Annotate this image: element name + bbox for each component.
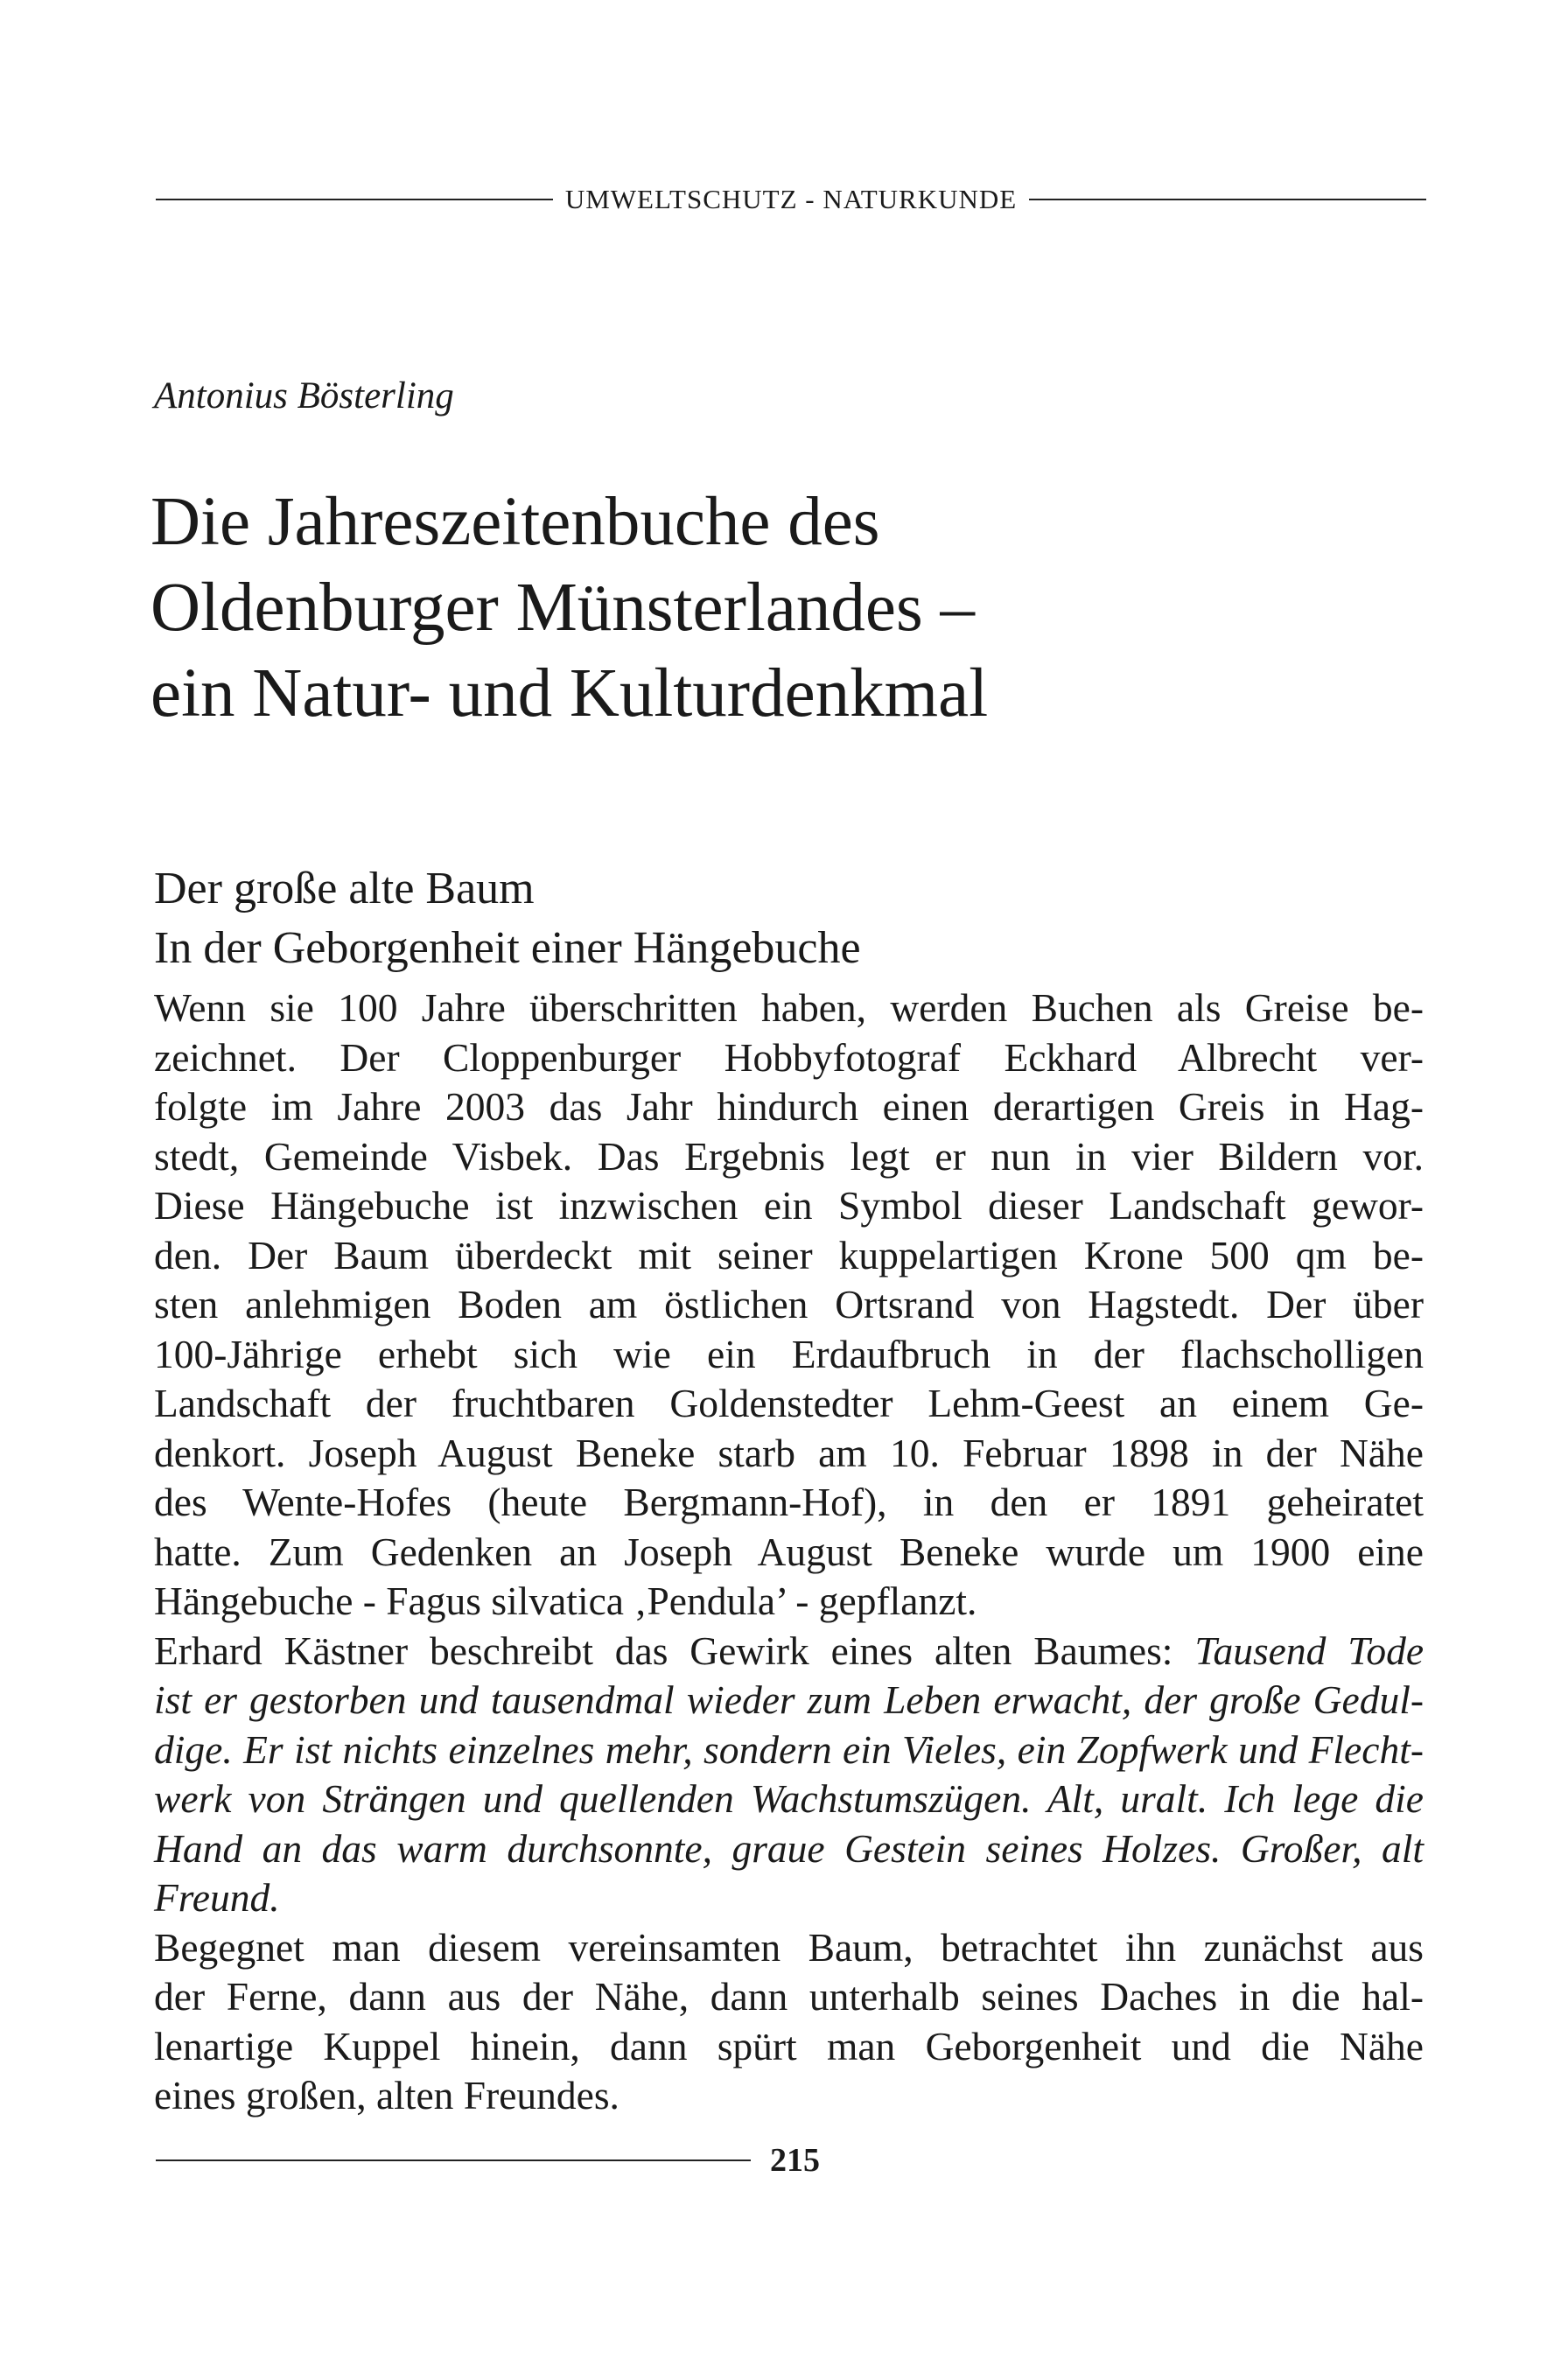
- quote-line: dige. Er ist nichts einzelnes mehr, sondern ein Vieles, ein Zopfwerk und Flecht-: [154, 1726, 1424, 1772]
- footer-rule: [156, 2160, 751, 2161]
- body-line: lenartige Kuppel hinein, dann spürt man Geborgenheit und die Nähe: [154, 2023, 1424, 2068]
- body-line: sten anlehmigen Boden am östlichen Ortsrand von Hagstedt. Der über: [154, 1282, 1424, 1326]
- running-header: [156, 180, 1426, 219]
- body-line: der Ferne, dann aus der Nähe, dann unterhalb seines Daches in die hal-: [154, 1974, 1424, 2019]
- quote-line: Freund.: [154, 1875, 280, 1920]
- page-number: 215: [770, 2142, 820, 2179]
- header-rule-right: [1029, 199, 1426, 200]
- subheading: In der Geborgenheit einer Hängebuche: [154, 923, 861, 973]
- subheading: Der große alte Baum: [154, 864, 535, 914]
- title-line: Oldenburger Münsterlandes –: [150, 570, 975, 646]
- body-line: denkort. Joseph August Beneke starb am 10. Februar 1898 in der Nähe: [154, 1430, 1424, 1475]
- body-line: den. Der Baum überdeckt mit seiner kuppelartigen Krone 500 qm be-: [154, 1232, 1424, 1278]
- title-line: ein Natur- und Kulturdenkmal: [150, 655, 989, 732]
- running-title: UMWELTSCHUTZ - NATURKUNDE: [564, 184, 1018, 214]
- author-name: Antonius Bösterling: [154, 375, 454, 416]
- article-title: [150, 480, 1446, 737]
- quote-first-fragment: Tausend Tode: [1194, 1628, 1424, 1673]
- header-rule-left: [156, 199, 553, 200]
- body-line: stedt, Gemeinde Visbek. Das Ergebnis legt er nun in vier Bildern vor.: [154, 1133, 1424, 1179]
- body-line: zeichnet. Der Cloppenburger Hobbyfotograf Eckhard Albrecht ver-: [154, 1034, 1424, 1080]
- body-line: hatte. Zum Gedenken an Joseph August Beneke wurde um 1900 eine: [154, 1529, 1424, 1574]
- quote-intro: Erhard Kästner beschreibt das Gewirk eines alten Baumes:: [154, 1628, 1173, 1673]
- body-line: Begegnet man diesem vereinsamten Baum, betrachtet ihn zunächst aus: [154, 1924, 1424, 1970]
- page-footer: [156, 2138, 1426, 2182]
- quote-line: ist er gestorben und tausendmal wieder zum Leben erwacht, der große Gedul-: [154, 1677, 1424, 1722]
- title-line: Die Jahreszeitenbuche des: [150, 484, 880, 560]
- body-line: Wenn sie 100 Jahre überschritten haben, werden Buchen als Greise be-: [154, 985, 1424, 1030]
- article-body: [154, 984, 1424, 2121]
- body-line: Landschaft der fruchtbaren Goldenstedter Lehm-Geest an einem Ge-: [154, 1381, 1424, 1425]
- body-line: eines großen, alten Freundes.: [154, 2073, 620, 2118]
- body-line: folgte im Jahre 2003 das Jahr hindurch einen derartigen Greis in Hag-: [154, 1084, 1424, 1129]
- quote-intro-line: [154, 1627, 1424, 1676]
- body-line: 100-Jährige erhebt sich wie ein Erdaufbruch in der flachscholligen: [154, 1331, 1424, 1376]
- body-line: Diese Hängebuche ist inzwischen ein Symbol dieser Landschaft gewor-: [154, 1183, 1424, 1228]
- body-line: Hängebuche - Fagus silvatica ‚Pendula’ - gepflanzt.: [154, 1578, 977, 1623]
- body-line: des Wente-Hofes (heute Bergmann-Hof), in den er 1891 geheiratet: [154, 1480, 1424, 1524]
- quote-line: Hand an das warm durchsonnte, graue Gestein seines Holzes. Großer, alt: [154, 1825, 1424, 1871]
- quote-line: werk von Strängen und quellenden Wachstumszügen. Alt, uralt. Ich lege die: [154, 1776, 1424, 1821]
